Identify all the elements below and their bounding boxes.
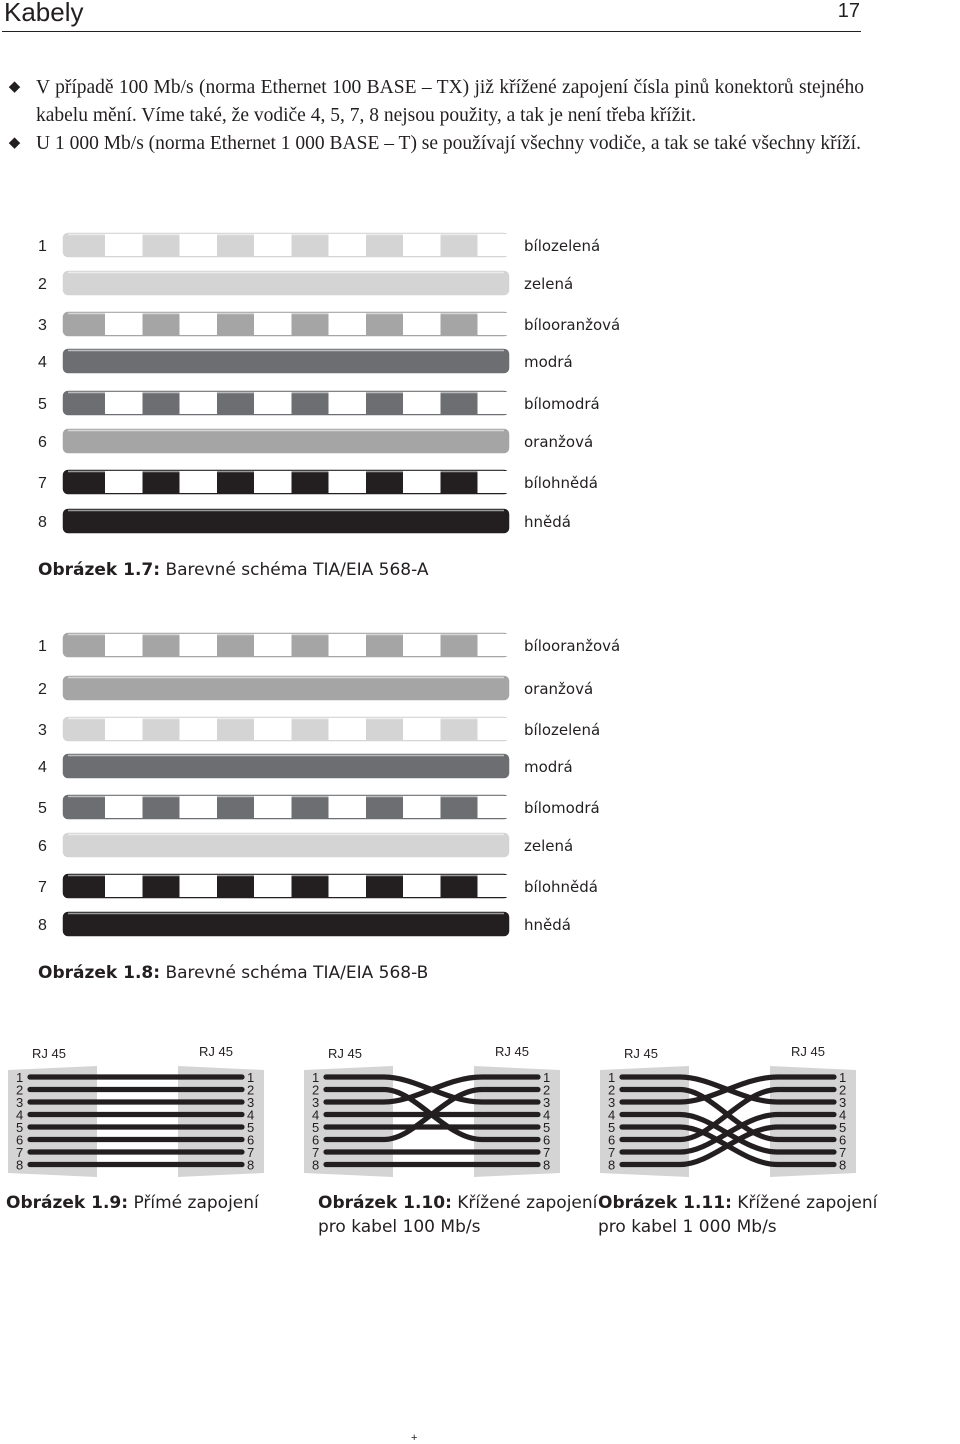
wire-color-label: modrá <box>524 758 573 776</box>
wire-white-stripe <box>329 471 367 493</box>
wire-white-stripe <box>105 875 143 897</box>
wire-white-stripe <box>105 718 143 740</box>
wire-white-stripe <box>329 875 367 897</box>
left-pin-number: 5 <box>312 1120 320 1135</box>
wire-color-label: bílozelená <box>524 721 601 739</box>
wire-number: 4 <box>38 759 47 776</box>
right-pin-number: 7 <box>839 1145 847 1160</box>
right-pin-number: 7 <box>543 1145 551 1160</box>
wire-white-stripe <box>254 718 292 740</box>
wire-white-stripe <box>105 471 143 493</box>
bullet-text: U 1 000 Mb/s (norma Ethernet 1 000 BASE – T) se používají všechny vodiče, a tak se také všechny kříží. <box>36 133 861 154</box>
left-pin-number: 7 <box>608 1145 616 1160</box>
left-pin-number: 5 <box>608 1120 616 1135</box>
wire-color-label: bílozelená <box>524 237 601 255</box>
wire-body <box>62 753 510 779</box>
wire-white-stripe <box>478 718 516 740</box>
wire-number: 8 <box>38 917 47 934</box>
wire-number: 7 <box>38 475 47 492</box>
wire-white-stripe <box>329 718 367 740</box>
wire-number: 2 <box>38 681 47 698</box>
wire-body <box>62 270 510 296</box>
rj45-left-label: RJ 45 <box>328 1046 362 1061</box>
bullet-text: V případě 100 Mb/s (norma Ethernet 100 BASE – TX) již křížené zapojení čísla pinů konektorů stejného kabelu mění. Víme také, že vodiče 4, 5, 7, 8 nejsou použity, a tak je není třeba křížit. <box>36 77 864 126</box>
rj45-diagram <box>600 1044 856 1177</box>
left-pin-number: 3 <box>608 1095 616 1110</box>
rj45-left-label: RJ 45 <box>32 1046 66 1061</box>
header-rule <box>2 31 861 32</box>
wire-white-stripe <box>254 471 292 493</box>
rj45-diagram <box>8 1044 264 1177</box>
wire-white-stripe <box>403 718 441 740</box>
wire-white-stripe <box>478 234 516 256</box>
left-pin-number: 8 <box>16 1157 24 1173</box>
right-pin-number: 4 <box>247 1107 255 1123</box>
wire-number: 6 <box>38 838 47 855</box>
wire-color-label: modrá <box>524 353 573 371</box>
right-pin-number: 6 <box>543 1132 551 1148</box>
left-pin-number: 6 <box>608 1132 616 1148</box>
running-header-title: Kabely <box>4 0 84 27</box>
right-pin-number: 6 <box>839 1132 847 1148</box>
right-pin-number: 1 <box>839 1070 847 1085</box>
caption-text: Křížené zapojení <box>451 1193 598 1213</box>
wire-color-label: bílohnědá <box>524 474 598 492</box>
wire-white-stripe <box>105 313 143 335</box>
caption-text-line2: pro kabel 100 Mb/s <box>318 1217 481 1237</box>
right-pin-number: 5 <box>247 1120 255 1135</box>
wire-white-stripe <box>105 392 143 414</box>
wire-body <box>62 832 510 858</box>
wire-number: 5 <box>38 396 47 413</box>
wire-white-stripe <box>254 392 292 414</box>
right-pin-number: 2 <box>543 1082 551 1098</box>
left-pin-number: 1 <box>312 1070 320 1085</box>
wire-body <box>62 428 510 454</box>
wire-white-stripe <box>105 634 143 656</box>
wire-white-stripe <box>329 313 367 335</box>
intro-bullets <box>6 74 864 158</box>
figure-caption-568b <box>38 961 428 985</box>
wire-body <box>62 508 510 534</box>
left-pin-number: 2 <box>312 1082 320 1098</box>
wire-white-stripe <box>329 234 367 256</box>
left-pin-number: 1 <box>16 1070 24 1085</box>
wire-white-stripe <box>478 392 516 414</box>
left-pin-number: 2 <box>608 1082 616 1098</box>
wire-color-label: oranžová <box>524 680 594 698</box>
wire-white-stripe <box>180 796 218 818</box>
wire-white-stripe <box>403 634 441 656</box>
wire-color-label: bílomodrá <box>524 395 600 413</box>
wire-number: 3 <box>38 722 47 739</box>
bullet-item <box>6 74 864 130</box>
wire-white-stripe <box>254 313 292 335</box>
caption-text: Barevné schéma TIA/EIA 568-A <box>160 560 429 580</box>
left-pin-number: 7 <box>312 1145 320 1160</box>
figure-tia-568b <box>0 622 960 952</box>
wire-white-stripe <box>329 392 367 414</box>
wire-number: 1 <box>38 638 47 655</box>
wire-white-stripe <box>403 392 441 414</box>
wire-white-stripe <box>180 234 218 256</box>
wire-white-stripe <box>180 718 218 740</box>
page-number: 17 <box>837 0 860 22</box>
wire-white-stripe <box>180 392 218 414</box>
left-pin-number: 6 <box>16 1132 24 1148</box>
wire-white-stripe <box>180 634 218 656</box>
left-pin-number: 3 <box>312 1095 320 1110</box>
left-pin-number: 3 <box>16 1095 24 1110</box>
wire-number: 7 <box>38 879 47 896</box>
caption-label: Obrázek 1.8: <box>38 963 161 983</box>
bullet-item <box>6 130 864 158</box>
caption-text: Křížené zapojení <box>731 1193 878 1213</box>
wire-white-stripe <box>105 234 143 256</box>
wire-white-stripe <box>180 471 218 493</box>
caption-label: Obrázek 1.7: <box>38 560 161 580</box>
right-pin-number: 2 <box>839 1082 847 1098</box>
wire-color-label: bílooranžová <box>524 637 621 655</box>
caption-text-line2: pro kabel 1 000 Mb/s <box>598 1217 777 1237</box>
left-pin-number: 7 <box>16 1145 24 1160</box>
wire-body <box>62 348 510 374</box>
wire-color-label: zelená <box>524 275 574 293</box>
right-pin-number: 8 <box>839 1157 847 1173</box>
right-pin-number: 7 <box>247 1145 255 1160</box>
rj45-diagram <box>304 1044 560 1177</box>
wire-white-stripe <box>403 313 441 335</box>
left-pin-number: 1 <box>608 1070 616 1085</box>
wire-white-stripe <box>329 634 367 656</box>
left-pin-number: 8 <box>312 1157 320 1173</box>
wire-color-label: bílohnědá <box>524 878 598 896</box>
caption-text: Přímé zapojení <box>128 1193 259 1213</box>
right-pin-number: 2 <box>247 1082 255 1098</box>
right-pin-number: 8 <box>247 1157 255 1173</box>
left-pin-number: 8 <box>608 1157 616 1173</box>
wire-number: 2 <box>38 276 47 293</box>
right-pin-number: 1 <box>247 1070 255 1085</box>
figure-tia-568a <box>0 222 960 552</box>
wire-white-stripe <box>329 796 367 818</box>
wire-white-stripe <box>478 796 516 818</box>
wire-white-stripe <box>254 234 292 256</box>
figure-caption-1-9 <box>6 1191 259 1215</box>
right-pin-number: 4 <box>839 1107 847 1123</box>
wire-color-label: oranžová <box>524 433 594 451</box>
left-pin-number: 5 <box>16 1120 24 1135</box>
wire-white-stripe <box>478 313 516 335</box>
figure-caption-1-11 <box>598 1191 877 1239</box>
right-pin-number: 4 <box>543 1107 551 1123</box>
wire-white-stripe <box>403 875 441 897</box>
right-pin-number: 5 <box>839 1120 847 1135</box>
wire-white-stripe <box>254 634 292 656</box>
caption-label: Obrázek 1.11: <box>598 1193 732 1213</box>
wire-white-stripe <box>478 471 516 493</box>
wire-white-stripe <box>478 634 516 656</box>
right-pin-number: 6 <box>247 1132 255 1148</box>
wire-number: 4 <box>38 354 47 371</box>
wire-number: 8 <box>38 514 47 531</box>
caption-text: Barevné schéma TIA/EIA 568-B <box>160 963 429 983</box>
wire-white-stripe <box>478 875 516 897</box>
wire-color-label: hnědá <box>524 513 571 531</box>
caption-label: Obrázek 1.9: <box>6 1193 129 1213</box>
wire-number: 5 <box>38 800 47 817</box>
left-pin-number: 2 <box>16 1082 24 1098</box>
wire-color-label: bílooranžová <box>524 316 621 334</box>
rj45-left-label: RJ 45 <box>624 1046 658 1061</box>
wire-white-stripe <box>254 875 292 897</box>
rj45-right-label: RJ 45 <box>791 1044 825 1059</box>
left-pin-number: 6 <box>312 1132 320 1148</box>
wire-white-stripe <box>254 796 292 818</box>
figure-rj45-wiring <box>0 1036 960 1186</box>
left-pin-number: 4 <box>16 1107 24 1123</box>
right-pin-number: 5 <box>543 1120 551 1135</box>
right-pin-number: 8 <box>543 1157 551 1173</box>
figure-caption-568a <box>38 558 429 582</box>
caption-label: Obrázek 1.10: <box>318 1193 452 1213</box>
crop-mark: + <box>411 1432 418 1444</box>
wire-white-stripe <box>403 796 441 818</box>
wire-number: 1 <box>38 238 47 255</box>
wire-white-stripe <box>403 234 441 256</box>
left-pin-number: 4 <box>608 1107 616 1123</box>
rj45-right-label: RJ 45 <box>495 1044 529 1059</box>
wire-color-label: zelená <box>524 837 574 855</box>
diamond-bullet-icon: ◆ <box>8 135 21 151</box>
wire-body <box>62 911 510 937</box>
wire-number: 3 <box>38 317 47 334</box>
diamond-bullet-icon: ◆ <box>8 79 21 95</box>
right-pin-number: 3 <box>839 1095 847 1110</box>
rj45-right-label: RJ 45 <box>199 1044 233 1059</box>
right-pin-number: 3 <box>247 1095 255 1110</box>
figure-caption-1-10 <box>318 1191 597 1239</box>
wire-white-stripe <box>180 875 218 897</box>
wire-color-label: hnědá <box>524 916 571 934</box>
right-pin-number: 3 <box>543 1095 551 1110</box>
left-pin-number: 4 <box>312 1107 320 1123</box>
wire-white-stripe <box>105 796 143 818</box>
right-pin-number: 1 <box>543 1070 551 1085</box>
wire-white-stripe <box>180 313 218 335</box>
wire-white-stripe <box>403 471 441 493</box>
wire-color-label: bílomodrá <box>524 799 600 817</box>
wire-number: 6 <box>38 434 47 451</box>
wire-body <box>62 675 510 701</box>
